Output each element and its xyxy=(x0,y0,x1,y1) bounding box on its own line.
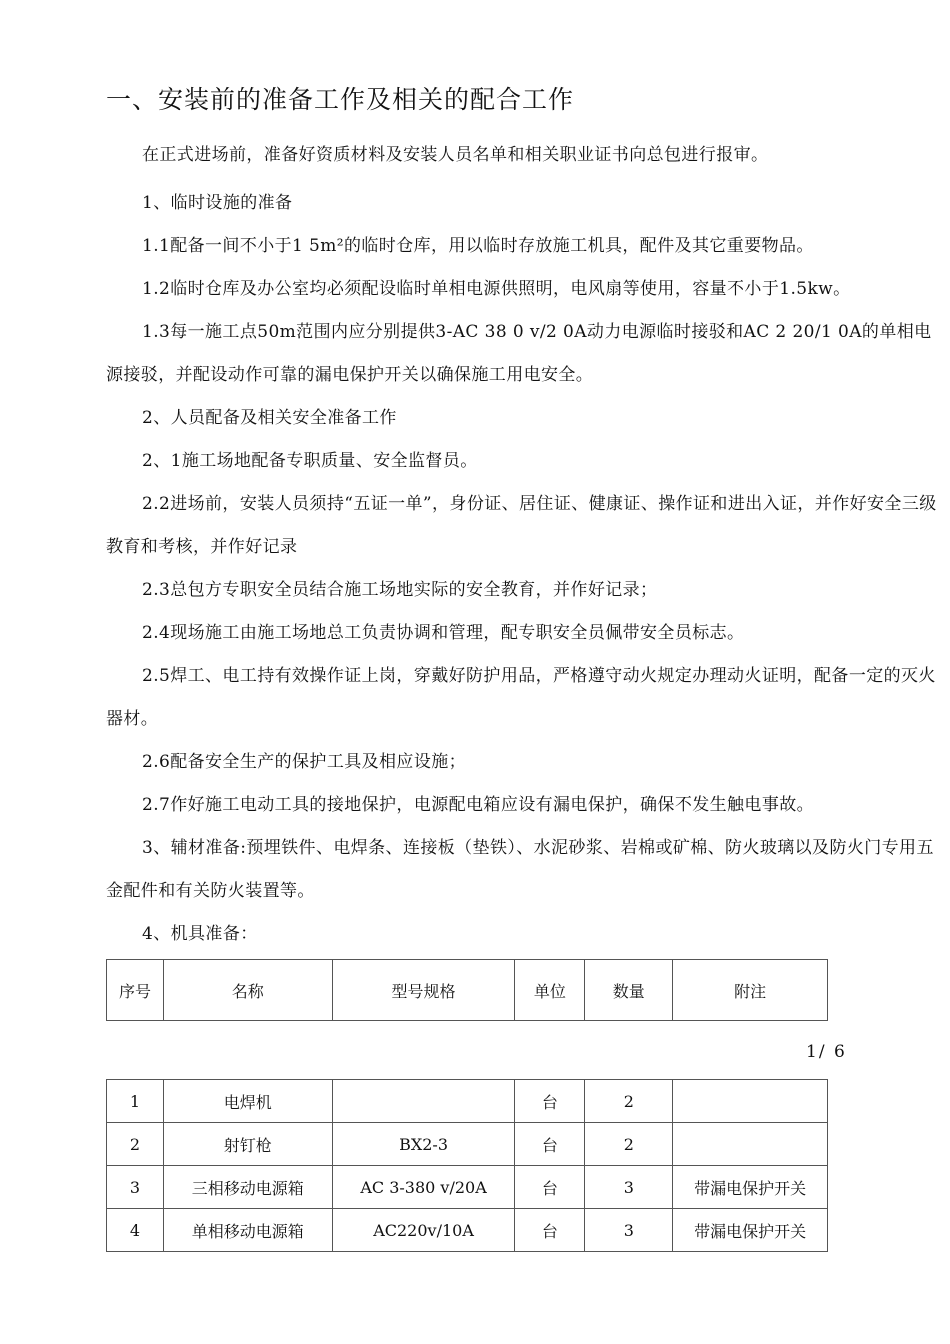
cell-model xyxy=(332,1080,515,1123)
cell-unit: 台 xyxy=(515,1209,585,1252)
paragraph-2-4: 2.4现场施工由施工场地总工负责协调和管理，配专职安全员佩带安全员标志。 xyxy=(142,623,745,643)
paragraph-2-6: 2.6配备安全生产的保护工具及相应设施； xyxy=(142,752,467,772)
page-title: 一、安装前的准备工作及相关的配合工作 xyxy=(106,85,575,114)
equipment-table-header xyxy=(106,959,828,1021)
cell-quantity: 3 xyxy=(585,1166,673,1209)
cell-index: 3 xyxy=(107,1166,164,1209)
header-remarks: 附注 xyxy=(673,960,828,1021)
paragraph-2-2: 2.2进场前，安装人员须持“五证一单”，身份证、居住证、健康证、操作证和进出入证，并作好安全三级教育和考核，并作好记录 xyxy=(106,494,937,557)
cell-model: AC220v/10A xyxy=(332,1209,515,1252)
paragraph-1-1: 1.1配备一间不小于1 5m²的临时仓库，用以临时存放施工机具，配件及其它重要物品。 xyxy=(142,236,814,256)
header-unit: 单位 xyxy=(515,960,585,1021)
page-number: 1/ 6 xyxy=(806,1042,847,1062)
section-2-heading: 2、人员配备及相关安全准备工作 xyxy=(142,408,397,428)
cell-model: BX2-3 xyxy=(332,1123,515,1166)
cell-remarks: 带漏电保护开关 xyxy=(673,1166,828,1209)
cell-index: 4 xyxy=(107,1209,164,1252)
cell-unit: 台 xyxy=(515,1123,585,1166)
paragraph-2-1: 2、1施工场地配备专职质量、安全监督员。 xyxy=(142,451,478,471)
cell-remarks: 带漏电保护开关 xyxy=(673,1209,828,1252)
header-name: 名称 xyxy=(163,960,332,1021)
cell-index: 2 xyxy=(107,1123,164,1166)
table-row xyxy=(107,1123,828,1166)
cell-name: 射钉枪 xyxy=(163,1123,332,1166)
header-model: 型号规格 xyxy=(332,960,515,1021)
cell-unit: 台 xyxy=(515,1166,585,1209)
cell-quantity: 2 xyxy=(585,1080,673,1123)
header-quantity: 数量 xyxy=(585,960,673,1021)
table-row xyxy=(107,1166,828,1209)
section-3-paragraph: 3、辅材准备:预埋铁件、电焊条、连接板（垫铁）、水泥砂浆、岩棉或矿棉、防火玻璃以及防火门专用五金配件和有关防火装置等。 xyxy=(106,838,934,901)
cell-quantity: 2 xyxy=(585,1123,673,1166)
cell-quantity: 3 xyxy=(585,1209,673,1252)
paragraph-2-3: 2.3总包方专职安全员结合施工场地实际的安全教育，并作好记录； xyxy=(142,580,658,600)
section-4-heading: 4、机具准备： xyxy=(142,924,258,944)
cell-remarks xyxy=(673,1123,828,1166)
paragraph-1-2: 1.2临时仓库及办公室均必须配设临时单相电源供照明，电风扇等使用，容量不小于1.5kw。 xyxy=(142,279,851,299)
header-index: 序号 xyxy=(107,960,164,1021)
page-bottom-whitespace xyxy=(0,1253,950,1344)
cell-remarks xyxy=(673,1080,828,1123)
paragraph-intro: 在正式进场前，准备好资质材料及安装人员名单和相关职业证书向总包进行报审。 xyxy=(142,145,769,165)
paragraph-2-5: 2.5焊工、电工持有效操作证上岗，穿戴好防护用品，严格遵守动火规定办理动火证明，配备一定的灭火器材。 xyxy=(106,666,936,729)
cell-index: 1 xyxy=(107,1080,164,1123)
equipment-table xyxy=(106,1079,828,1252)
table-row xyxy=(107,1209,828,1252)
paragraph-1-3: 1.3每一施工点50m范围内应分别提供3-AC 38 0 v/2 0A动力电源临时接驳和AC 2 20/1 0A的单相电源接驳，并配设动作可靠的漏电保护开关以确保施工用电安全。 xyxy=(106,322,932,385)
cell-unit: 台 xyxy=(515,1080,585,1123)
cell-name: 三相移动电源箱 xyxy=(163,1166,332,1209)
cell-model: AC 3-380 v/20A xyxy=(332,1166,515,1209)
cell-name: 单相移动电源箱 xyxy=(163,1209,332,1252)
paragraph-2-7: 2.7作好施工电动工具的接地保护，电源配电箱应设有漏电保护，确保不发生触电事故。 xyxy=(142,795,815,815)
section-1-heading: 1、临时设施的准备 xyxy=(142,193,293,213)
table-row xyxy=(107,1080,828,1123)
cell-name: 电焊机 xyxy=(163,1080,332,1123)
